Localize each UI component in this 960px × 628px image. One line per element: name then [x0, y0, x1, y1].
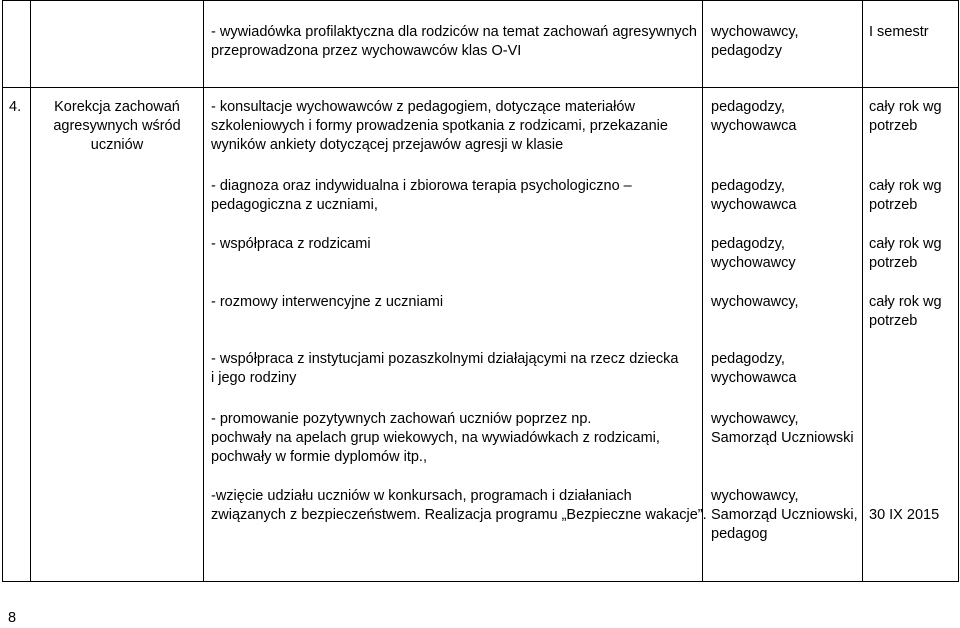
responsible-text: wychowawcy, Samorząd Uczniowski — [711, 411, 854, 446]
responsible-text: pedagodzy, wychowawcy — [711, 236, 796, 271]
responsible-text: wychowawcy, pedagodzy — [711, 24, 799, 59]
activity-text: - współpraca z rodzicami — [211, 236, 371, 252]
responsible-text: wychowawcy, Samorząd Uczniowski, pedagog — [711, 488, 858, 542]
table-border-right — [958, 0, 959, 582]
section-number: 4. — [9, 99, 22, 115]
term-text: cały rok wg potrzeb — [869, 99, 942, 134]
term-text: cały rok wg potrzeb — [869, 294, 942, 329]
responsible-text: pedagodzy, wychowawca — [711, 99, 797, 134]
column-divider — [30, 0, 31, 582]
column-divider — [862, 0, 863, 582]
column-divider — [203, 0, 204, 582]
term-text: 30 IX 2015 — [869, 507, 940, 523]
responsible-text: pedagodzy, wychowawca — [711, 178, 797, 213]
activity-text: - diagnoza oraz indywidualna i zbiorowa terapia psychologiczno – pedagogiczna z uczniami, — [211, 178, 632, 213]
activity-text: - rozmowy interwencyjne z uczniami — [211, 294, 444, 310]
section-title: Korekcja zachowań agresywnych wśród uczniów — [53, 99, 181, 153]
activity-text: - współpraca z instytucjami pozaszkolnymi działającymi na rzecz dziecka i jego rodziny — [211, 351, 679, 386]
row-divider — [2, 87, 959, 88]
responsible-text: pedagodzy, wychowawca — [711, 351, 797, 386]
activity-text: - promowanie pozytywnych zachowań uczniów poprzez np. pochwały na apelach grup wiekowych, na wywiadówkach z rodzicami, pochwały w formie dyplomów itp., — [211, 411, 660, 465]
activity-text: - konsultacje wychowawców z pedagogiem, dotyczące materiałów szkoleniowych i formy prowadzenia spotkania z rodzicami, przekazanie wyników ankiety dotyczącej przejawów agresji w klasie — [211, 99, 668, 153]
table-border-bottom — [2, 581, 959, 582]
page-number: 8 — [8, 610, 17, 626]
term-text: cały rok wg potrzeb — [869, 236, 942, 271]
term-text: I semestr — [869, 24, 929, 40]
table-border-top — [2, 0, 959, 1]
responsible-text: wychowawcy, — [711, 294, 799, 310]
table-border-left — [2, 0, 3, 582]
activity-text: - wywiadówka profilaktyczna dla rodziców na temat zachowań agresywnych przeprowadzona przez wychowawców klas O-VI — [211, 24, 697, 59]
activity-text: -wzięcie udziału uczniów w konkursach, programach i działaniach związanych z bezpieczeństwem. Realizacja programu „Bezpieczne wakacje”. — [211, 488, 707, 523]
term-text: cały rok wg potrzeb — [869, 178, 942, 213]
